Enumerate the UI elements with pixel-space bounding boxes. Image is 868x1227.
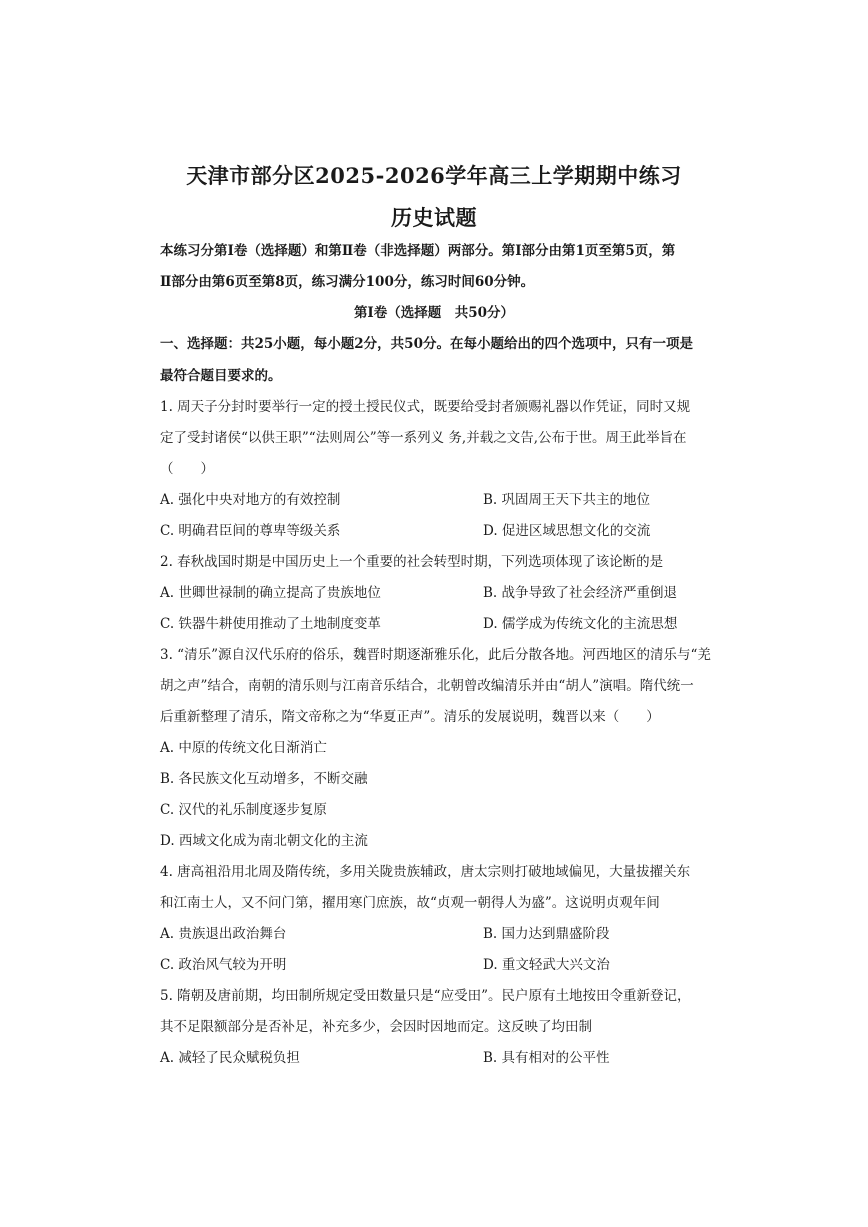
q3-stem-line-2: 胡之声”结合，南朝的清乐则与江南音乐结合，北朝曾改编清乐并由“胡人”演唱。隋代统一: [160, 678, 694, 694]
q5-option-a[interactable]: A. 减轻了民众赋税负担: [160, 1050, 300, 1066]
q4-option-d[interactable]: D. 重文轻武大兴文治: [483, 957, 610, 973]
q3-stem-line-3: 后重新整理了清乐，隋文帝称之为“华夏正声”。清乐的发展说明，魏晋以来（ ）: [160, 709, 660, 725]
q5-option-b[interactable]: B. 具有相对的公平性: [483, 1050, 610, 1066]
q1-answer-blank: （ ）: [160, 461, 214, 477]
section-heading: 第Ⅰ卷（选择题 共50分）: [353, 305, 515, 321]
intro-line-1: 本练习分第Ⅰ卷（选择题）和第Ⅱ卷（非选择题）两部分。第Ⅰ部分由第1页至第5页，第: [160, 243, 676, 259]
q3-stem-line-1: 3. “清乐”源自汉代乐府的俗乐，魏晋时期逐渐雅乐化，此后分散各地。河西地区的清乐与“羌: [160, 647, 711, 663]
q5-stem-line-2: 其不足限额部分是否补足，补充多少，会因时因地而定。这反映了均田制: [160, 1019, 592, 1035]
q3-option-c[interactable]: C. 汉代的礼乐制度逐步复原: [160, 802, 327, 818]
q1-stem-line-1: 1. 周天子分封时要举行一定的授土授民仪式，既要给受封者颁赐礼器以作凭证，同时又规: [160, 399, 691, 415]
q2-option-d[interactable]: D. 儒学成为传统文化的主流思想: [483, 616, 678, 632]
intro-line-2: Ⅱ部分由第6页至第8页，练习满分100分，练习时间60分钟。: [160, 274, 535, 290]
q4-stem-line-2: 和江南士人，又不问门第，擢用寒门庶族，故“贞观一朝得人为盛”。这说明贞观年间: [160, 895, 660, 911]
q2-option-c[interactable]: C. 铁器牛耕使用推动了土地制度变革: [160, 616, 381, 632]
q4-option-c[interactable]: C. 政治风气较为开明: [160, 957, 287, 973]
q2-option-b[interactable]: B. 战争导致了社会经济严重倒退: [483, 585, 678, 601]
q1-option-d[interactable]: D. 促进区域思想文化的交流: [483, 523, 651, 539]
subject-title: 历史试题: [391, 205, 477, 230]
exam-title: 天津市部分区2025-2026学年高三上学期期中练习: [186, 163, 682, 188]
q1-option-c[interactable]: C. 明确君臣间的尊卑等级关系: [160, 523, 341, 539]
q5-stem-line-1: 5. 隋朝及唐前期，均田制所规定受田数量只是“应受田”。民户原有土地按田令重新登记，: [160, 988, 691, 1004]
q1-stem-line-2: 定了受封诸侯“以供王职”“法则周公”等一系列义 务,并载之文告,公布于世。周王此举旨在: [160, 430, 687, 446]
q1-option-b[interactable]: B. 巩固周王天下共主的地位: [483, 492, 651, 508]
instruction-line-1: 一、选择题：共25小题，每小题2分，共50分。在每小题给出的四个选项中，只有一项是: [160, 336, 693, 352]
q4-option-b[interactable]: B. 国力达到鼎盛阶段: [483, 926, 610, 942]
q3-option-b[interactable]: B. 各民族文化互动增多，不断交融: [160, 771, 368, 787]
q1-option-a[interactable]: A. 强化中央对地方的有效控制: [160, 492, 341, 508]
q4-option-a[interactable]: A. 贵族退出政治舞台: [160, 926, 287, 942]
q2-stem-line-1: 2. 春秋战国时期是中国历史上一个重要的社会转型时期，下列选项体现了该论断的是: [160, 554, 664, 570]
q2-option-a[interactable]: A. 世卿世禄制的确立提高了贵族地位: [160, 585, 381, 601]
instruction-line-2: 最符合题目要求的。: [160, 368, 282, 384]
q4-stem-line-1: 4. 唐高祖沿用北周及隋传统，多用关陇贵族辅政，唐太宗则打破地域偏见，大量拔擢关东: [160, 864, 691, 880]
q3-option-a[interactable]: A. 中原的传统文化日渐消亡: [160, 740, 327, 756]
q3-option-d[interactable]: D. 西域文化成为南北朝文化的主流: [160, 833, 368, 849]
